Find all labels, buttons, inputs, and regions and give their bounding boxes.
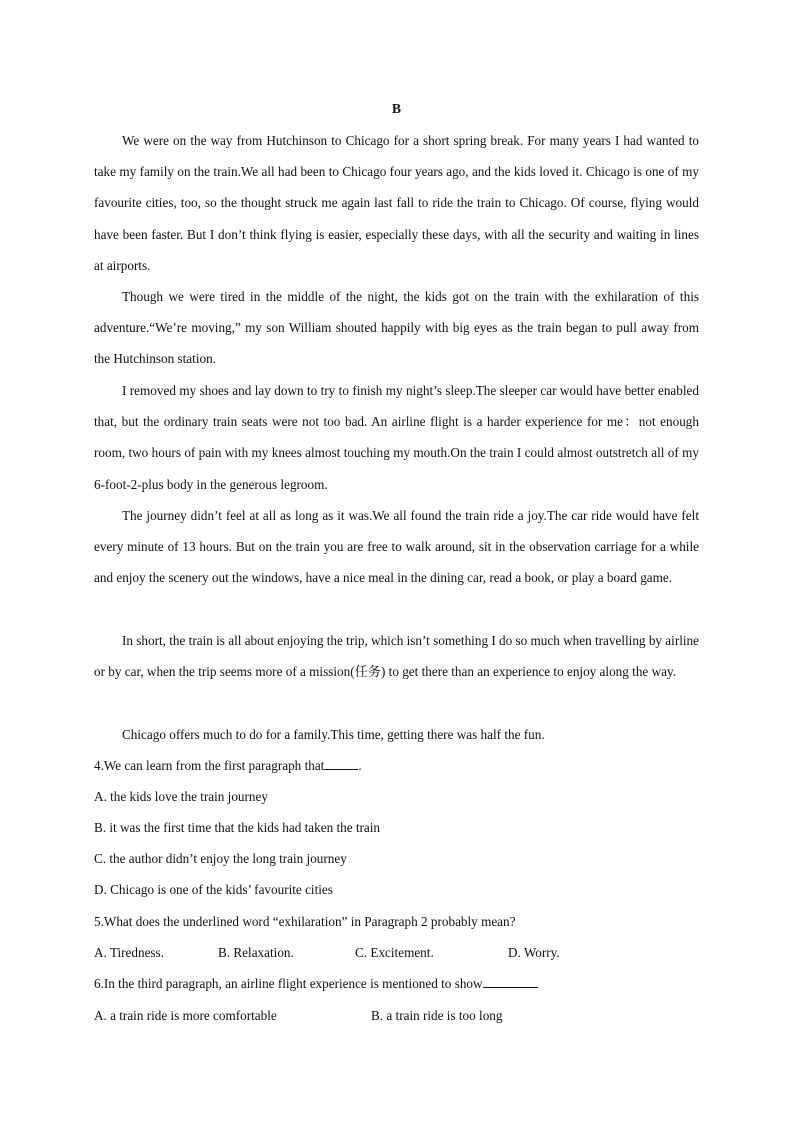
question-6-stem (94, 974, 538, 994)
passage-paragraph-1: We were on the way from Hutchinson to Chicago for a short spring break. For many years I had wanted to take my family on the train.We all had been to Chicago four years ago, and the kids loved it. Chicago is one of my favourite cities, too, so the thought struck me again last fall to ride the train to Chicago. Of course, flying would have been faster. But I don’t think flying is easier, especially these days, with all the security and waiting in lines at airports. (94, 133, 699, 273)
question-4-end: . (358, 758, 362, 773)
passage-paragraph-6: Chicago offers much to do for a family.This time, getting there was half the fun. (122, 727, 545, 742)
question-4-option-a: A. the kids love the train journey (94, 789, 268, 804)
passage-paragraph-2: Though we were tired in the middle of the night, the kids got on the train with the exhilaration of this adventure.“We’re moving,” my son William shouted happily with big eyes as the train began to pull away from the Hutchinson station. (94, 289, 699, 367)
section-label: B (391, 101, 401, 116)
answer-blank (483, 975, 538, 988)
question-6-option-a: A. a train ride is more comfortable (94, 1008, 277, 1023)
question-4-option-d: D. Chicago is one of the kids’ favourite cities (94, 882, 333, 897)
passage-paragraph-5: In short, the train is all about enjoying the trip, which isn’t something I do so much when travelling by airline or by car, when the trip seems more of a mission(任务) to get there than an experience to enjoy along the way. (94, 633, 699, 680)
question-4-text: 4.We can learn from the first paragraph that (94, 758, 325, 773)
answer-blank (324, 757, 358, 770)
question-6-options (94, 1006, 699, 1026)
passage-paragraph-4: The journey didn’t feel at all as long as it was.We all found the train ride a joy.The car ride would have felt every minute of 13 hours. But on the train you are free to walk around, sit in the observation carriage for a while and enjoy the scenery out the windows, have a nice meal in the dining car, read a book, or play a board game. (94, 508, 699, 586)
question-5-option-d: D. Worry. (508, 945, 560, 960)
question-5-option-c: C. Excitement. (355, 945, 434, 960)
question-6-option-b: B. a train ride is too long (371, 1008, 503, 1023)
question-6-text: 6.In the third paragraph, an airline flight experience is mentioned to show (94, 976, 483, 991)
question-4-option-c: C. the author didn’t enjoy the long train journey (94, 851, 347, 866)
question-5-option-a: A. Tiredness. (94, 945, 164, 960)
question-4-option-b: B. it was the first time that the kids had taken the train (94, 820, 381, 835)
question-4-stem (94, 756, 362, 776)
question-5-option-b: B. Relaxation. (218, 945, 294, 960)
question-5-stem: 5.What does the underlined word “exhilaration” in Paragraph 2 probably mean? (94, 914, 516, 929)
question-5-options (94, 943, 699, 963)
passage-paragraph-3: I removed my shoes and lay down to try to finish my night’s sleep.The sleeper car would have better enabled that, but the ordinary train seats were not too bad. An airline flight is a harder experience for me：not enough room, two hours of pain with my knees almost touching my mouth.On the train I could almost outstretch all of my 6-foot-2-plus body in the generous legroom. (94, 383, 699, 492)
